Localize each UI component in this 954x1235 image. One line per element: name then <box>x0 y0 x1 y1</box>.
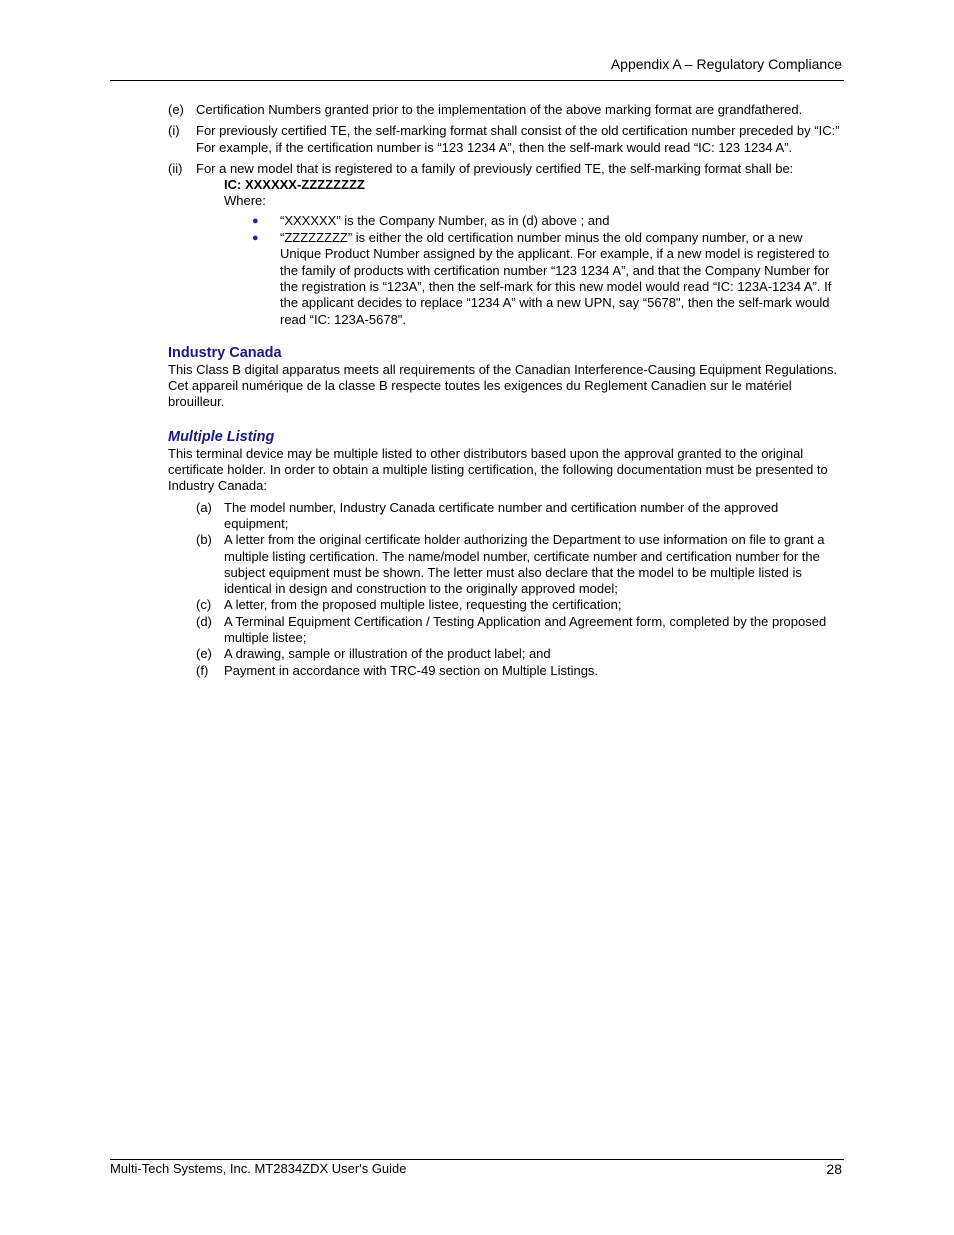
list-item-text: A letter from the original certificate holder authorizing the Department to use information on file to grant a multiple listing certification. The name/model number, certificate number and certification number for the subject equipment must be shown. The letter must also declare that the model to be multiple listed is identical in design and construction to the originally approved model; <box>224 532 825 597</box>
paragraph: This Class B digital apparatus meets all requirements of the Canadian Interference-Causing Equipment Regulations. <box>168 361 838 377</box>
list-item <box>168 161 844 177</box>
footer-divider <box>110 1159 844 1160</box>
list-item <box>196 614 844 647</box>
list-item-label: (e) <box>196 646 212 662</box>
list-item <box>196 597 844 613</box>
list-item-label: (b) <box>196 532 212 548</box>
industry-canada-section <box>168 344 844 411</box>
footer-title: Multi-Tech Systems, Inc. MT2834ZDX User's Guide <box>110 1161 407 1176</box>
header-divider <box>110 80 844 81</box>
page-header-title: Appendix A – Regulatory Compliance <box>610 56 842 72</box>
list-item-text: A drawing, sample or illustration of the product label; and <box>224 646 551 662</box>
section-heading: Industry Canada <box>168 344 282 361</box>
list-item-label: (i) <box>168 123 180 139</box>
bullet-item <box>252 230 844 328</box>
list-item-text: For previously certified TE, the self-marking format shall consist of the old certification number preceded by “IC:” For example, if the certification number is “123 1234 A”, then the self-mark would read “IC: 123 1234 A”. <box>196 123 840 155</box>
page-content <box>168 102 844 679</box>
list-item <box>196 500 844 533</box>
bullet-text: “XXXXXX” is the Company Number, as in (d) above ; and <box>280 212 610 228</box>
bullet-list <box>252 213 844 328</box>
list-item-text: For a new model that is registered to a family of previously certified TE, the self-marking format shall be: <box>196 160 794 176</box>
list-item-label: (e) <box>168 102 184 117</box>
list-item-text: The model number, Industry Canada certificate number and certification number of the approved equipment; <box>224 499 779 531</box>
where-label: Where: <box>224 193 266 209</box>
bullet-text: “ZZZZZZZZ” is either the old certification number minus the old company number, or a new Unique Product Number assigned by the applicant. For example, if a new model is registered to the family of products with certification number “123 1234 A”, and that the Company Number for the registration is “123A”, then the self-mark for this new model would read “IC: 123A-1234 A”. If the applicant decides to replace “1234 A” with a new UPN, say “5678", then the self-mark would read “IC: 123A-5678". <box>280 230 832 327</box>
bullet-icon: ● <box>252 214 259 227</box>
list-item-label: (d) <box>196 613 212 629</box>
ic-format-code: IC: XXXXXX-ZZZZZZZZ <box>224 177 365 193</box>
list-item-label: (f) <box>196 662 209 678</box>
list-item-text: A Terminal Equipment Certification / Testing Application and Agreement form, completed by the proposed multiple listee; <box>224 613 827 646</box>
documentation-list <box>196 500 844 679</box>
multiple-listing-section <box>168 428 844 679</box>
list-item-label: (ii) <box>168 160 183 176</box>
list-item <box>196 532 844 597</box>
list-item-text: A letter, from the proposed multiple listee, requesting the certification; <box>224 597 622 613</box>
page-number: 28 <box>826 1161 842 1177</box>
section-heading: Multiple Listing <box>168 428 275 445</box>
list-item <box>196 646 844 662</box>
bullet-icon: ● <box>252 232 259 245</box>
list-item <box>168 123 844 156</box>
bullet-item <box>252 213 844 229</box>
list-item-label: (a) <box>196 499 212 515</box>
paragraph: Cet appareil numérique de la classe B respecte toutes les exigences du Reglement Canadien sur le matériel brouilleur. <box>168 378 792 410</box>
list-item <box>168 102 844 118</box>
ic-format-block <box>224 177 844 210</box>
list-item <box>196 663 844 679</box>
list-item-text: Payment in accordance with TRC-49 section on Multiple Listings. <box>224 662 599 678</box>
list-item-text: Certification Numbers granted prior to the implementation of the above marking format are grandfathered. <box>196 102 803 117</box>
paragraph: This terminal device may be multiple listed to other distributors based upon the approval granted to the original certificate holder. In order to obtain a multiple listing certification, the following documentation must be presented to Industry Canada: <box>168 445 828 494</box>
list-item-label: (c) <box>196 597 212 613</box>
